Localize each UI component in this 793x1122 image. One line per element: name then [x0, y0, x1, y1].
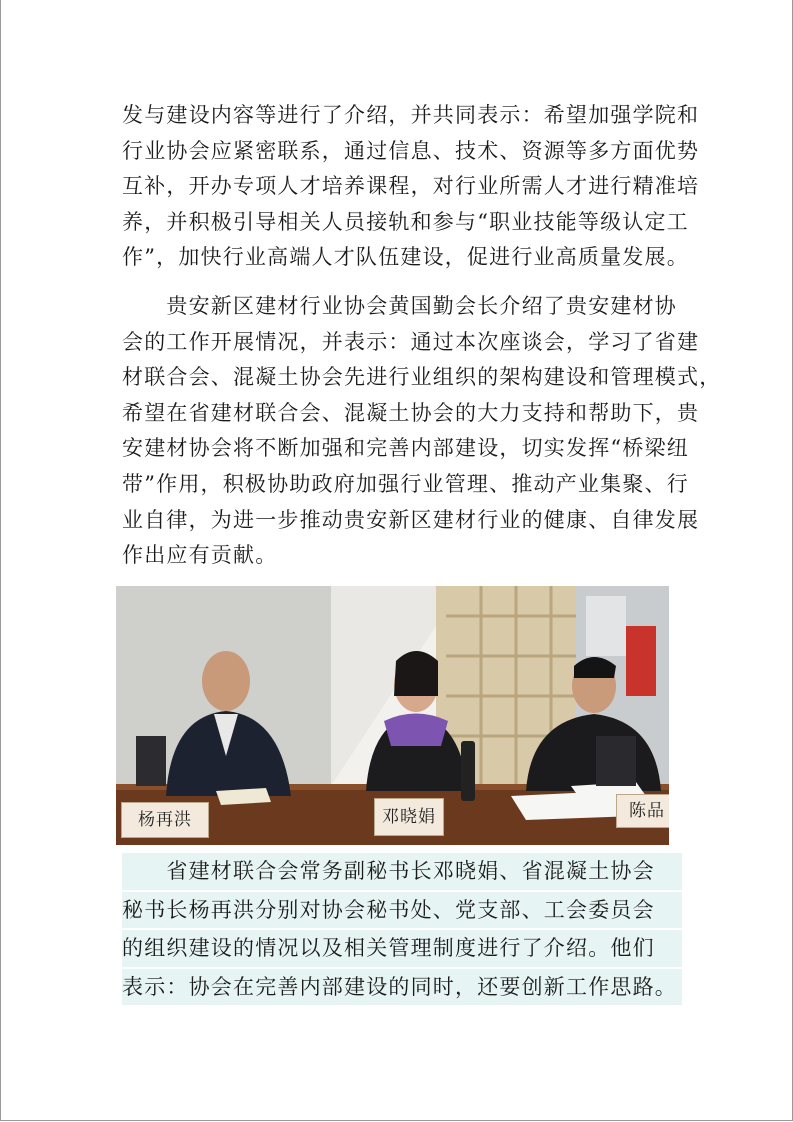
paragraph-line: 养，并积极引导相关人员接轨和参与“职业技能等级认定工 [122, 209, 689, 234]
paragraph-line: 作出应有贡献。 [122, 543, 278, 568]
nameplate: 杨再洪 [121, 802, 209, 838]
paragraph-line: 发与建设内容等进行了介绍，并共同表示：希望加强学院和 [122, 103, 700, 127]
paragraph-1 [122, 98, 700, 276]
paragraph-line: 材联合会、混凝土协会先进行业组织的架构建设和管理模式， [122, 365, 722, 390]
paragraph-2 [122, 289, 722, 574]
paragraph-line: 表示：协会在完善内部建设的同时，还要创新工作思路。 [122, 969, 682, 1006]
paragraph-line: 行业协会应紧密联系，通过信息、技术、资源等多方面优势 [122, 138, 700, 163]
paragraph-line: 业自律，为进一步推动贵安新区建材行业的健康、自律发展 [122, 507, 700, 532]
paragraph-line: 贵安新区建材行业协会黄国勤会长介绍了贵安建材协 [122, 294, 677, 318]
paragraph-line: 希望在省建材联合会、混凝土协会的大力支持和帮助下，贵 [122, 400, 700, 425]
paragraph-line: 互补，开办专项人才培养课程，对行业所需人才进行精准培 [122, 174, 700, 199]
paragraph-line: 省建材联合会常务副秘书长邓晓娟、省混凝土协会 [122, 853, 682, 890]
paragraph-line: 秘书长杨再洪分别对协会秘书处、党支部、工会委员会 [122, 892, 682, 929]
paragraph-line: 的组织建设的情况以及相关管理制度进行了介绍。他们 [122, 930, 682, 967]
paragraph-line: 带”作用，积极协助政府加强行业管理、推动产业集聚、行 [122, 471, 689, 496]
paragraph-line: 会的工作开展情况，并表示：通过本次座谈会，学习了省建 [122, 329, 700, 354]
nameplate: 陈品 [616, 794, 669, 828]
paragraph-line: 安建材协会将不断加强和完善内部建设，切实发挥“桥梁纽 [122, 436, 689, 461]
nameplate: 邓晓娟 [374, 798, 444, 836]
paragraph-3 [122, 853, 682, 1007]
paragraph-line: 作”，加快行业高端人才队伍建设，促进行业高质量发展。 [122, 245, 689, 270]
meeting-photo [116, 586, 669, 845]
